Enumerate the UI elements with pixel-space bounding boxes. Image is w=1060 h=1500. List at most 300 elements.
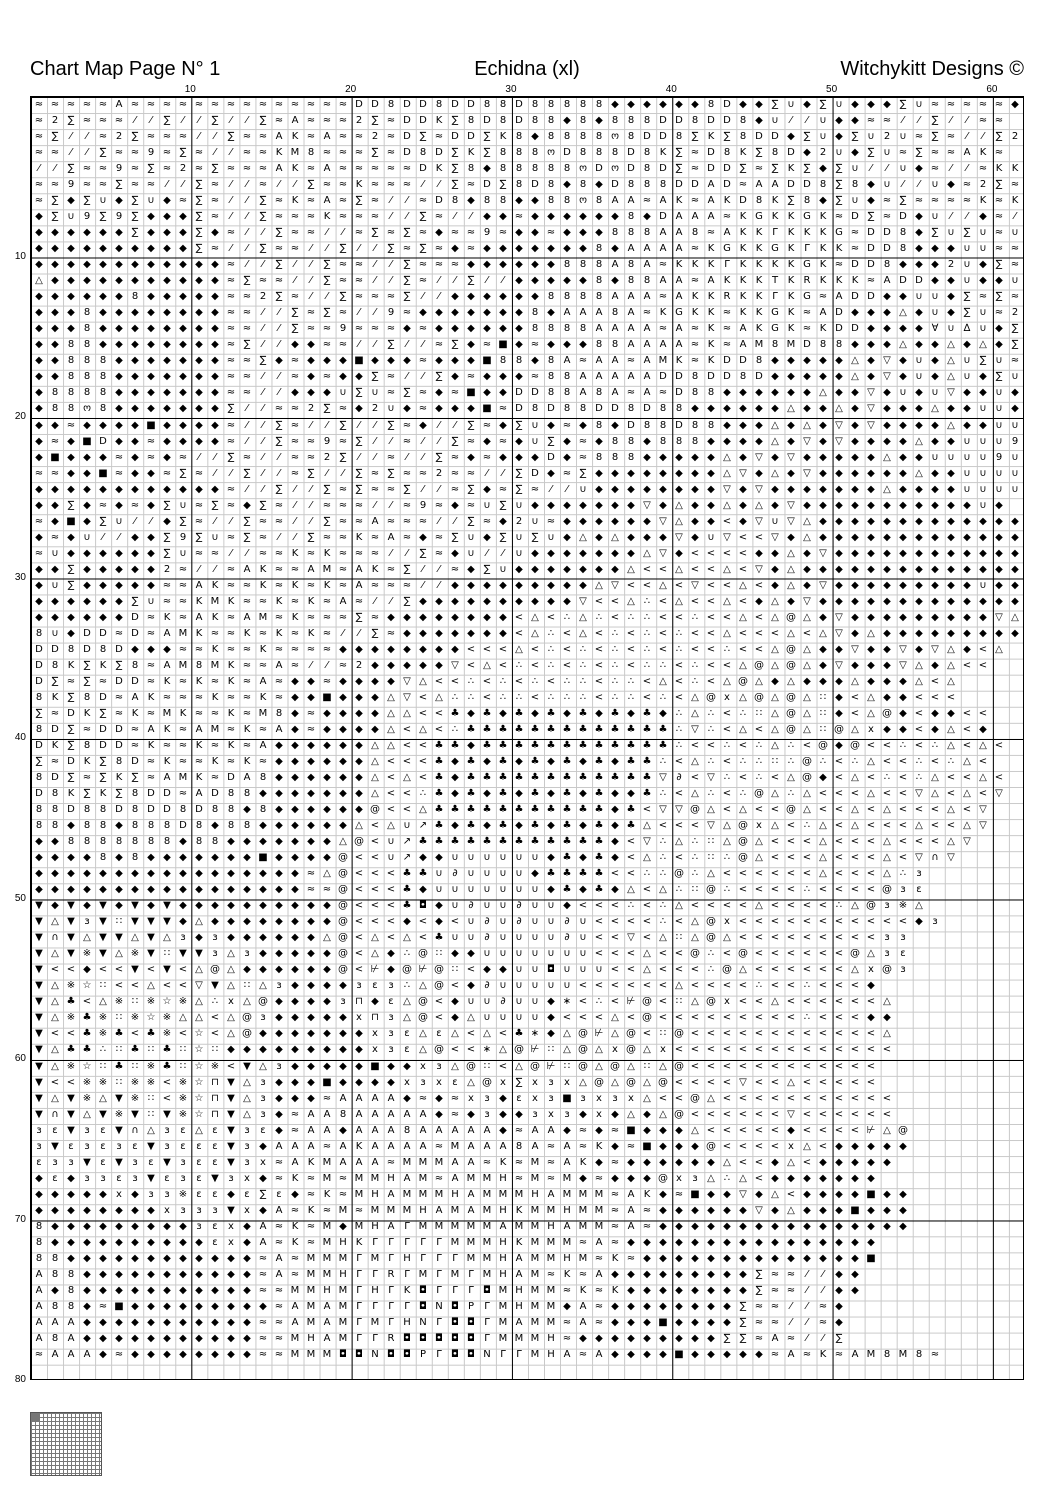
- chart-cell: △: [723, 451, 731, 463]
- chart-cell: ◆: [147, 1332, 155, 1344]
- chart-cell: x: [628, 1092, 634, 1104]
- chart-cell: ◆: [51, 339, 59, 351]
- chart-cell: ≈: [258, 1348, 268, 1360]
- chart-cell: ◆: [243, 1236, 251, 1248]
- chart-cell: <: [850, 788, 860, 800]
- chart-cell: ■: [850, 1204, 860, 1216]
- chart-cell: ∪: [931, 387, 939, 399]
- chart-cell: ♣: [482, 707, 492, 719]
- chart-cell: ◆: [547, 243, 555, 255]
- chart-cell: 9: [339, 323, 347, 335]
- chart-cell: ◆: [291, 723, 299, 735]
- chart-cell: ∑: [723, 1332, 731, 1344]
- chart-cell: [975, 1091, 991, 1107]
- chart-cell: ▽: [803, 435, 811, 447]
- chart-cell: <: [354, 916, 364, 928]
- chart-cell: @: [690, 948, 700, 960]
- chart-cell: 8: [643, 419, 651, 431]
- chart-cell: ≈: [306, 1220, 316, 1232]
- chart-cell: ◆: [115, 547, 123, 559]
- chart-cell: <: [866, 1076, 876, 1088]
- chart-cell: K: [675, 355, 683, 367]
- chart-cell: ◆: [131, 355, 139, 367]
- chart-cell: 8: [643, 179, 651, 191]
- chart-cell: ɜ: [884, 900, 890, 912]
- chart-cell: ▽: [899, 659, 907, 671]
- chart-cell: A: [707, 179, 715, 191]
- chart-cell: △: [643, 1092, 651, 1104]
- chart-cell: @: [482, 1076, 492, 1088]
- chart-cell: ≈: [690, 147, 700, 159]
- chart-cell: ∪: [563, 948, 571, 960]
- chart-cell: ☆: [194, 1044, 204, 1056]
- chart-cell: ∷: [819, 691, 827, 703]
- chart-cell: M: [434, 1220, 444, 1232]
- chart-cell: ⁄: [966, 115, 968, 127]
- chart-cell: [1007, 1299, 1023, 1315]
- chart-cell: A: [467, 1204, 475, 1216]
- chart-cell: K: [307, 1156, 315, 1168]
- chart-cell: ◆: [611, 788, 619, 800]
- chart-cell: [927, 1139, 943, 1155]
- chart-cell: ⁄: [950, 163, 952, 175]
- chart-cell: ≈: [994, 147, 1004, 159]
- chart-cell: ∪: [995, 419, 1003, 431]
- chart-cell: [911, 962, 927, 978]
- chart-cell: ◆: [67, 291, 75, 303]
- chart-cell: ◆: [291, 804, 299, 816]
- chart-cell: K: [755, 227, 763, 239]
- chart-cell: ≈: [146, 99, 156, 110]
- chart-cell: ≈: [34, 547, 44, 559]
- chart-cell: A: [195, 579, 203, 591]
- chart-cell: △: [819, 852, 827, 864]
- chart-cell: ◆: [1011, 627, 1019, 639]
- chart-cell: ∑: [51, 211, 59, 223]
- chart-cell: ▽: [883, 355, 891, 367]
- chart-cell: H: [515, 1284, 523, 1296]
- chart-cell: ◆: [51, 227, 59, 239]
- chart-cell: M: [306, 1316, 316, 1328]
- chart-cell: <: [386, 788, 396, 800]
- chart-cell: ≈: [130, 740, 140, 751]
- chart-cell: 8: [579, 131, 587, 143]
- chart-cell: 8: [99, 643, 107, 655]
- chart-cell: ɜ: [100, 1172, 106, 1184]
- chart-cell: ◆: [867, 483, 875, 495]
- chart-cell: ◆: [499, 243, 507, 255]
- chart-cell: ∪: [979, 499, 987, 511]
- chart-cell: @: [514, 1044, 524, 1056]
- chart-cell: 8: [131, 788, 139, 800]
- chart-cell: ◆: [851, 1140, 859, 1152]
- chart-cell: ≈: [226, 339, 236, 351]
- chart-cell: ⁄: [278, 387, 280, 399]
- chart-cell: ◆: [931, 595, 939, 607]
- chart-cell: ◆: [787, 1172, 795, 1184]
- chart-cell: ≈: [754, 1332, 764, 1344]
- chart-cell: ≈: [418, 259, 428, 271]
- chart-cell: ◆: [835, 691, 843, 703]
- chart-cell: [991, 1091, 1007, 1107]
- chart-cell: ◆: [611, 852, 619, 864]
- chart-cell: ≈: [258, 627, 268, 639]
- chart-cell: K: [611, 1252, 619, 1264]
- chart-cell: K: [163, 723, 171, 735]
- chart-cell: ≈: [274, 1220, 284, 1232]
- chart-cell: ◆: [547, 756, 555, 768]
- chart-cell: ■: [866, 1188, 876, 1200]
- chart-cell: K: [755, 307, 763, 319]
- chart-cell: ≈: [98, 675, 108, 687]
- chart-cell: ∑: [867, 147, 875, 159]
- chart-cell: ◆: [883, 659, 891, 671]
- chart-cell: ∑: [483, 131, 491, 143]
- chart-cell: ♣: [450, 836, 460, 848]
- chart-cell: △: [995, 643, 1003, 655]
- chart-cell: ⁄: [918, 115, 920, 127]
- chart-cell: ◆: [755, 547, 763, 559]
- chart-cell: ◆: [291, 707, 299, 719]
- chart-cell: 8: [83, 804, 91, 816]
- chart-cell: <: [802, 1092, 812, 1104]
- chart-cell: ◆: [579, 339, 587, 351]
- chart-cell: ∑: [243, 467, 251, 479]
- chart-cell: ⁄: [262, 339, 264, 351]
- chart-cell: ◆: [515, 756, 523, 768]
- chart-cell: △: [771, 419, 779, 431]
- chart-cell: <: [754, 804, 764, 816]
- chart-cell: ◆: [611, 467, 619, 479]
- chart-cell: ◆: [531, 275, 539, 287]
- chart-cell: ◆: [819, 563, 827, 575]
- chart-cell: K: [83, 707, 91, 719]
- chart-cell: ◆: [835, 595, 843, 607]
- chart-cell: ◆: [659, 1236, 667, 1248]
- chart-cell: D: [515, 115, 523, 127]
- chart-cell: 8: [739, 131, 747, 143]
- chart-cell: △: [819, 868, 827, 880]
- chart-cell: <: [930, 820, 940, 832]
- chart-cell: ◆: [531, 707, 539, 719]
- chart-cell: ◆: [51, 515, 59, 527]
- chart-cell: <: [530, 659, 540, 671]
- chart-cell: <: [818, 1060, 828, 1072]
- chart-cell: [943, 866, 959, 882]
- chart-cell: ⁄: [454, 515, 456, 527]
- chart-cell: ◆: [35, 611, 43, 623]
- chart-cell: ≈: [770, 1284, 780, 1296]
- chart-cell: [959, 1219, 975, 1235]
- chart-cell: ∪: [1011, 371, 1019, 383]
- chart-cell: △: [419, 675, 427, 687]
- chart-cell: ≈: [770, 1300, 780, 1312]
- chart-cell: <: [610, 916, 620, 928]
- chart-cell: ◆: [803, 499, 811, 511]
- chart-cell: <: [866, 884, 876, 896]
- chart-cell: ≈: [354, 595, 364, 607]
- chart-cell: △: [659, 579, 667, 591]
- chart-cell: △: [675, 900, 683, 912]
- chart-cell: ⁄: [230, 179, 232, 191]
- chart-cell: [927, 1187, 943, 1203]
- chart-cell: 8: [579, 291, 587, 303]
- chart-cell: ◆: [147, 339, 155, 351]
- chart-cell: ◆: [179, 339, 187, 351]
- chart-cell: K: [755, 259, 763, 271]
- chart-cell: <: [386, 916, 396, 928]
- chart-cell: ◆: [131, 243, 139, 255]
- chart-cell: Γ: [356, 1252, 362, 1264]
- chart-cell: ɜ: [548, 1092, 554, 1104]
- chart-cell: [975, 1187, 991, 1203]
- chart-cell: <: [706, 1028, 716, 1040]
- chart-cell: ≈: [962, 179, 972, 191]
- chart-cell: ∑: [131, 772, 139, 784]
- chart-cell: ≈: [226, 419, 236, 431]
- chart-cell: ∑: [99, 756, 107, 768]
- chart-cell: ∂: [676, 772, 682, 784]
- chart-cell: ◆: [323, 820, 331, 832]
- chart-cell: △: [595, 579, 603, 591]
- chart-cell: [959, 914, 975, 930]
- chart-cell: ≈: [402, 179, 412, 191]
- chart-cell: ≈: [146, 772, 156, 784]
- chart-cell: D: [115, 740, 123, 751]
- chart-cell: △: [595, 1060, 603, 1072]
- chart-cell: ≈: [690, 355, 700, 367]
- chart-cell: <: [946, 772, 956, 784]
- chart-cell: M: [338, 1332, 348, 1344]
- chart-cell: ◆: [691, 483, 699, 495]
- chart-cell: <: [770, 884, 780, 896]
- chart-cell: 8: [659, 419, 667, 431]
- chart-cell: ◆: [51, 499, 59, 511]
- chart-cell: A: [403, 1172, 411, 1184]
- chart-cell: D: [691, 179, 699, 191]
- chart-cell: ◆: [355, 1028, 363, 1040]
- chart-cell: <: [450, 980, 460, 992]
- chart-cell: ◆: [83, 579, 91, 591]
- chart-cell: ※: [178, 1076, 188, 1088]
- chart-cell: <: [866, 1092, 876, 1104]
- chart-cell: ◆: [451, 948, 459, 960]
- chart-cell: ≈: [178, 691, 188, 703]
- chart-cell: [975, 882, 991, 898]
- chart-cell: ≈: [466, 179, 476, 191]
- chart-cell: △: [419, 804, 427, 816]
- chart-cell: <: [738, 996, 748, 1008]
- chart-cell: <: [850, 868, 860, 880]
- chart-cell: H: [531, 1188, 539, 1200]
- chart-cell: ◆: [115, 595, 123, 607]
- chart-cell: ◆: [355, 371, 363, 383]
- chart-cell: ◆: [115, 259, 123, 271]
- chart-cell: K: [435, 115, 443, 127]
- chart-cell: ⁄: [470, 211, 472, 223]
- chart-cell: ◆: [147, 900, 155, 912]
- chart-cell: ∑: [755, 147, 763, 159]
- chart-cell: M: [530, 1332, 540, 1344]
- chart-cell: 8: [51, 788, 59, 800]
- chart-cell: ɜ: [212, 948, 218, 960]
- chart-cell: ◆: [883, 691, 891, 703]
- chart-cell: △: [691, 916, 699, 928]
- chart-cell: @: [354, 836, 364, 848]
- chart-cell: <: [898, 772, 908, 784]
- chart-cell: ∪: [995, 387, 1003, 399]
- chart-cell: ◆: [755, 595, 763, 607]
- chart-cell: ≈: [322, 371, 332, 383]
- chart-cell: <: [834, 804, 844, 816]
- chart-cell: x: [228, 1220, 234, 1232]
- chart-cell: ≈: [306, 579, 316, 591]
- chart-cell: A: [67, 1348, 75, 1360]
- chart-cell: ≈: [290, 403, 300, 415]
- chart-cell: ◆: [819, 1188, 827, 1200]
- chart-cell: ◆: [323, 1012, 331, 1024]
- chart-cell: ≈: [434, 1140, 444, 1152]
- chart-cell: ◆: [947, 243, 955, 255]
- chart-cell: 8: [83, 740, 91, 751]
- chart-cell: ◆: [963, 563, 971, 575]
- chart-cell: ◆: [611, 756, 619, 768]
- chart-cell: 8: [563, 163, 571, 175]
- chart-cell: ∪: [147, 595, 155, 607]
- chart-cell: ɛ: [436, 1028, 442, 1040]
- chart-cell: ≈: [258, 1316, 268, 1328]
- chart-cell: ◆: [675, 451, 683, 463]
- chart-cell: <: [594, 948, 604, 960]
- chart-cell: <: [386, 868, 396, 880]
- chart-cell: [943, 946, 959, 962]
- chart-cell: 8: [899, 227, 907, 239]
- chart-cell: D: [467, 99, 475, 110]
- chart-cell: H: [563, 1252, 571, 1264]
- chart-cell: ◆: [355, 788, 363, 800]
- chart-cell: ◆: [963, 547, 971, 559]
- chart-cell: Γ: [356, 1332, 362, 1344]
- chart-cell: A: [739, 339, 747, 351]
- chart-cell: ◆: [195, 387, 203, 399]
- chart-cell: ◆: [563, 179, 571, 191]
- chart-cell: K: [275, 147, 283, 159]
- chart-cell: ◆: [563, 563, 571, 575]
- chart-cell: ∪: [1011, 275, 1019, 287]
- chart-cell: <: [370, 852, 380, 864]
- chart-cell: <: [770, 1044, 780, 1056]
- chart-cell: ⁄: [438, 435, 440, 447]
- chart-cell: ≈: [306, 195, 316, 207]
- chart-cell: <: [354, 884, 364, 896]
- chart-cell: ◆: [515, 275, 523, 287]
- chart-cell: ⁄: [310, 419, 312, 431]
- chart-cell: ◆: [531, 451, 539, 463]
- chart-cell: <: [594, 980, 604, 992]
- chart-cell: ♣: [514, 836, 524, 848]
- chart-cell: A: [275, 131, 283, 143]
- chart-cell: ◆: [643, 1252, 651, 1264]
- chart-cell: ⁄: [502, 467, 504, 479]
- chart-cell: A: [323, 1332, 331, 1344]
- chart-cell: ◆: [163, 643, 171, 655]
- chart-cell: ⊬: [866, 1124, 876, 1136]
- chart-cell: ◆: [403, 403, 411, 415]
- chart-cell: ≈: [978, 99, 988, 110]
- chart-cell: R: [387, 1332, 395, 1344]
- chart-cell: M: [578, 1220, 588, 1232]
- chart-cell: ◆: [739, 1268, 747, 1280]
- chart-cell: [991, 802, 1007, 818]
- chart-cell: H: [499, 1252, 507, 1264]
- chart-cell: ◆: [131, 884, 139, 896]
- chart-cell: ⁄: [438, 291, 440, 303]
- chart-cell: ∷: [147, 1044, 155, 1056]
- chart-cell: ∴: [707, 756, 715, 768]
- chart-cell: D: [419, 115, 427, 127]
- chart-cell: ♣: [530, 756, 540, 768]
- chart-cell: ◆: [275, 932, 283, 944]
- chart-cell: <: [626, 1012, 636, 1024]
- chart-cell: [959, 1171, 975, 1187]
- chart-cell: ∑: [179, 467, 187, 479]
- chart-cell: K: [291, 1172, 299, 1184]
- chart-cell: ≈: [306, 323, 316, 335]
- chart-cell: △: [883, 1124, 891, 1136]
- chart-cell: ◆: [851, 499, 859, 511]
- chart-cell: ◆: [195, 1300, 203, 1312]
- chart-cell: 2: [163, 563, 171, 575]
- chart-cell: ♣: [146, 1028, 156, 1040]
- chart-cell: M: [466, 1236, 476, 1248]
- chart-cell: ∑: [403, 291, 411, 303]
- chart-cell: ≈: [642, 307, 652, 319]
- chart-cell: A: [371, 1156, 379, 1168]
- chart-cell: <: [738, 1140, 748, 1152]
- chart-cell: ∴: [691, 852, 699, 864]
- chart-cell: ≈: [578, 1140, 588, 1152]
- chart-cell: ≈: [722, 307, 732, 319]
- chart-cell: ∴: [659, 836, 667, 848]
- chart-cell: 8: [403, 1124, 411, 1136]
- chart-cell: <: [674, 964, 684, 976]
- chart-cell: <: [754, 868, 764, 880]
- chart-cell: ∑: [339, 419, 347, 431]
- chart-cell: △: [851, 900, 859, 912]
- chart-cell: ■: [370, 1060, 380, 1072]
- page-location-thumbnail: [30, 1412, 102, 1476]
- chart-cell: A: [611, 371, 619, 383]
- chart-cell: ⁄: [262, 451, 264, 463]
- chart-cell: ◆: [947, 291, 955, 303]
- chart-cell: ◆: [483, 387, 491, 399]
- chart-cell: △: [51, 948, 59, 960]
- chart-cell: ◆: [595, 211, 603, 223]
- chart-cell: ∑: [131, 195, 139, 207]
- chart-cell: M: [322, 1268, 332, 1280]
- chart-cell: ≈: [562, 467, 572, 479]
- chart-cell: ◆: [531, 227, 539, 239]
- chart-cell: K: [307, 1204, 315, 1216]
- chart-cell: ∪: [499, 980, 507, 992]
- chart-cell: ∪: [979, 435, 987, 447]
- chart-cell: <: [354, 948, 364, 960]
- chart-cell: M: [530, 1252, 540, 1264]
- chart-cell: ♣: [610, 740, 620, 751]
- chart-cell: D: [643, 131, 651, 143]
- chart-cell: ≈: [274, 499, 284, 511]
- chart-cell: ∑: [67, 579, 75, 591]
